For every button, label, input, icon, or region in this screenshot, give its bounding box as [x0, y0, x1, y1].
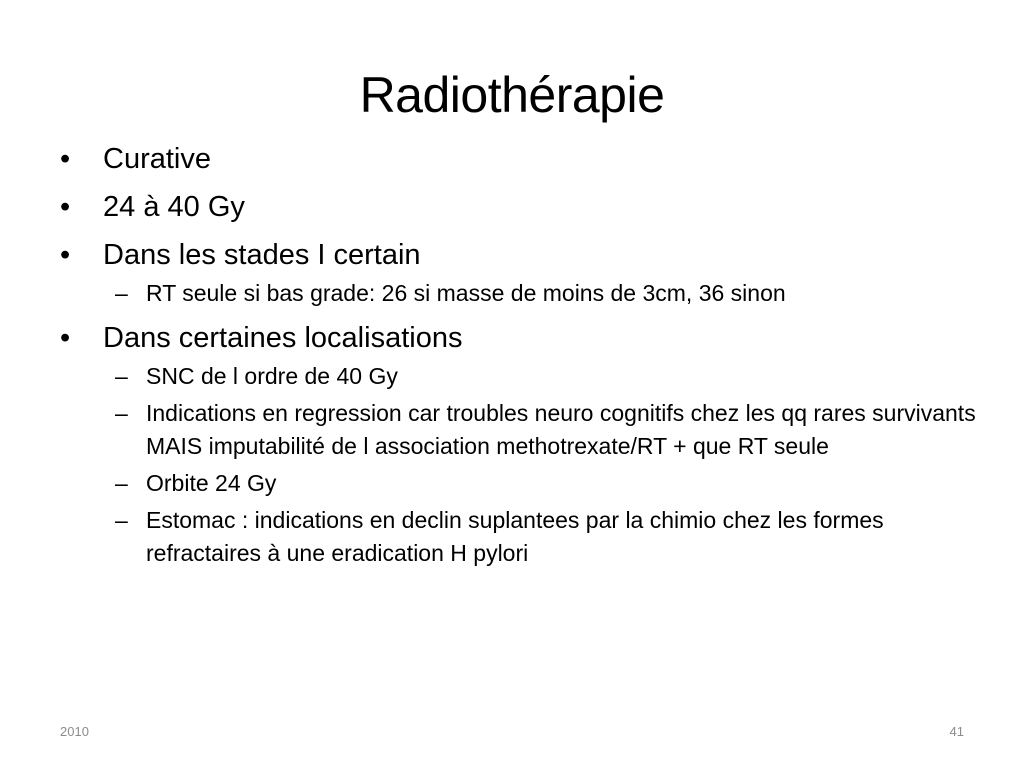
slide-body	[60, 137, 980, 570]
sub-bullet-item	[60, 277, 980, 310]
slide-title: Radiothérapie	[359, 67, 665, 123]
bullet-text: 24 à 40 Gy	[103, 191, 245, 223]
sub-bullet-text: Indications en regression car troubles neuro cognitifs chez les qq rares survivants MAIS imputabilité de l association methotrexate/RT + que RT seule	[146, 400, 976, 459]
sub-bullet-item	[60, 467, 980, 500]
sub-bullet-marker: –	[115, 507, 128, 533]
bullet-marker: •	[60, 239, 71, 271]
bullet-item	[60, 237, 980, 273]
sub-bullet-item	[60, 360, 980, 393]
sub-bullet-marker: –	[115, 400, 128, 426]
sub-bullet-text: Estomac : indications en declin suplantees par la chimio chez les formes refractaires à une eradication H pylori	[146, 507, 884, 566]
bullet-marker: •	[60, 143, 71, 175]
bullet-item	[60, 141, 980, 177]
bullet-text: Curative	[103, 143, 211, 175]
sub-bullet-text: RT seule si bas grade: 26 si masse de moins de 3cm, 36 sinon	[146, 280, 786, 306]
sub-bullet-text: Orbite 24 Gy	[146, 470, 277, 496]
bullet-text: Dans certaines localisations	[103, 322, 463, 354]
footer-page-number: 41	[949, 724, 964, 739]
sub-bullet-marker: –	[115, 470, 128, 496]
footer-year: 2010	[60, 724, 89, 739]
bullet-marker: •	[60, 191, 71, 223]
bullet-item	[60, 189, 980, 225]
bullet-marker: •	[60, 322, 71, 354]
bullet-text: Dans les stades I certain	[103, 239, 421, 271]
sub-bullet-marker: –	[115, 280, 128, 306]
sub-bullet-item	[60, 397, 980, 463]
sub-bullet-item	[60, 504, 980, 570]
bullet-item	[60, 320, 980, 356]
sub-bullet-marker: –	[115, 363, 128, 389]
sub-bullet-text: SNC de l ordre de 40 Gy	[146, 363, 398, 389]
